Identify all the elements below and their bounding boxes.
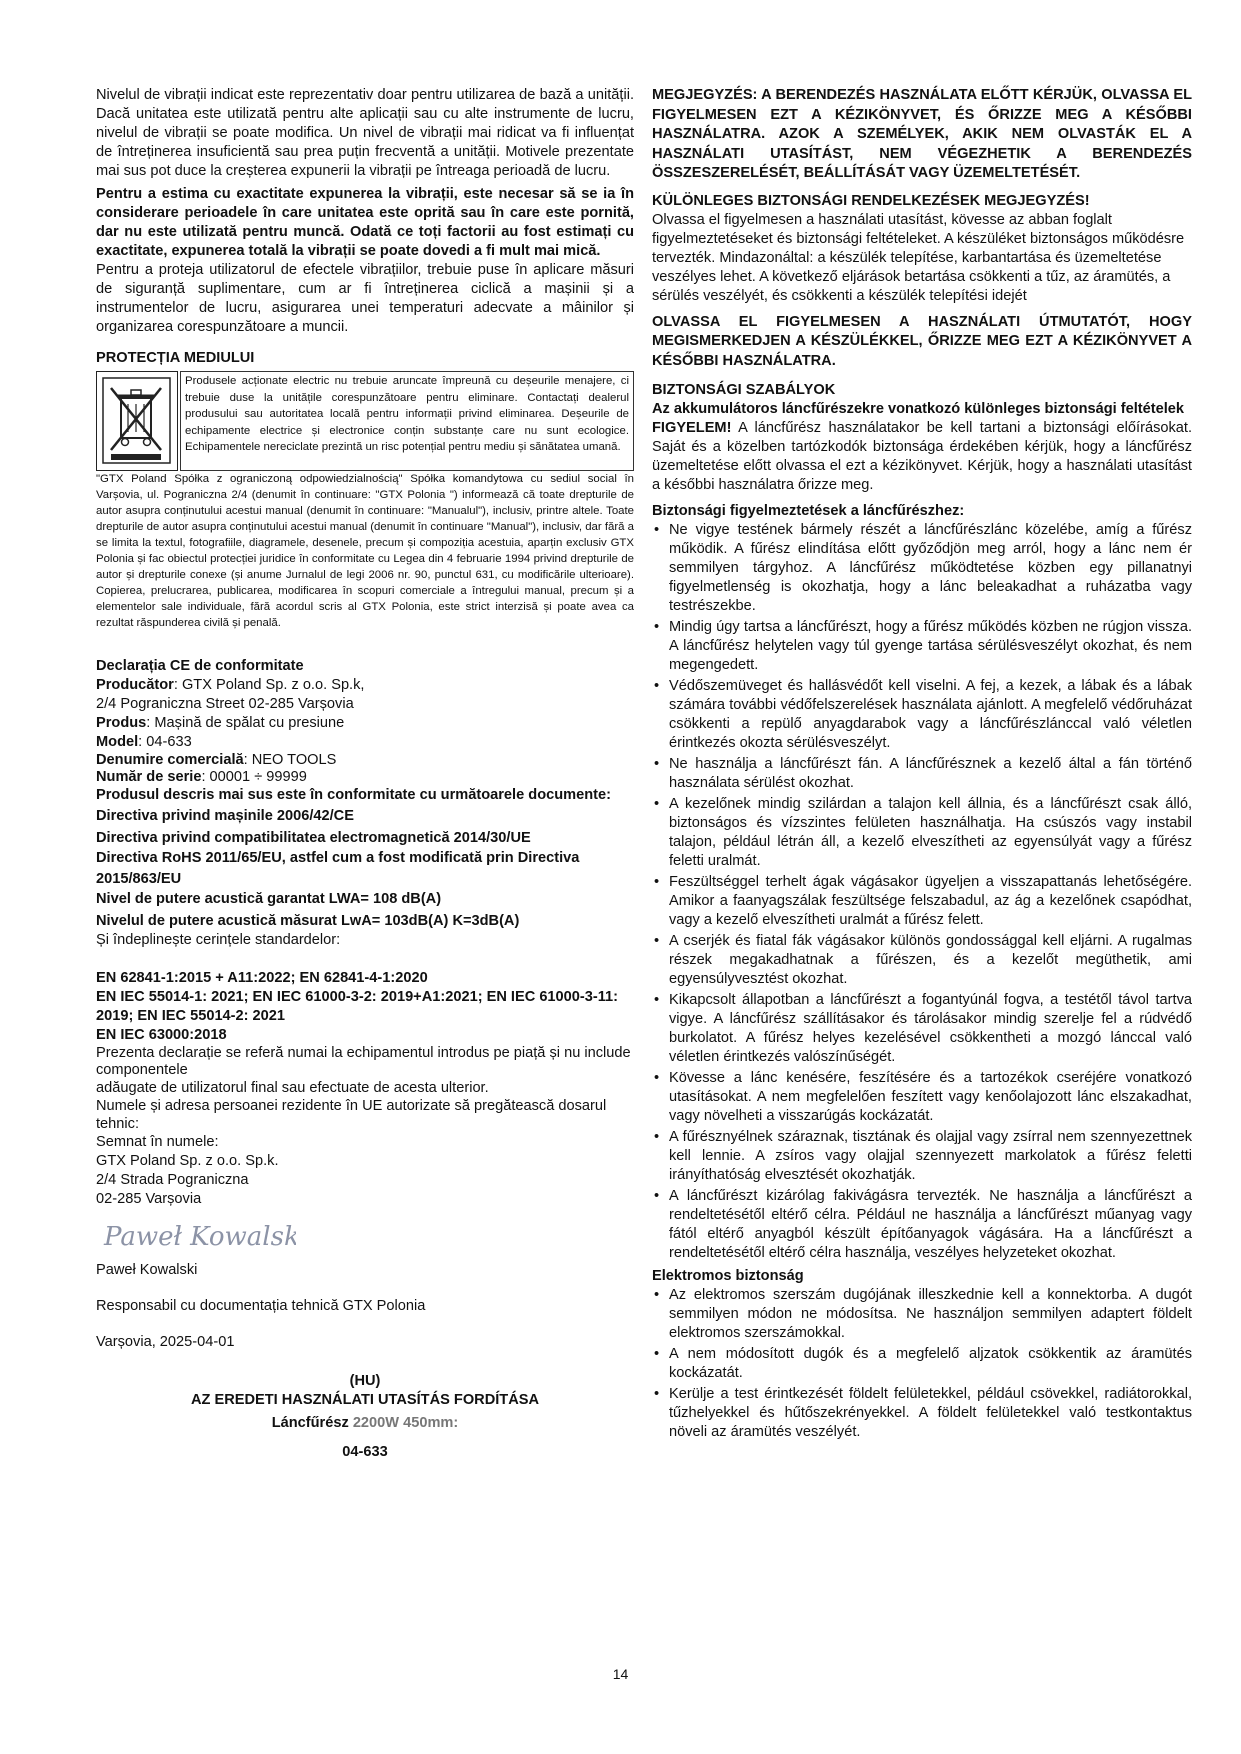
serial-number-label: Număr de serie: [96, 769, 202, 785]
scope-text-1: Prezenta declarație se referă numai la echipamentul introdus pe piață și nu include componentele: [96, 1045, 631, 1078]
list-item: • Ne használja a láncfűrészt fán. A láncfűrésznek a kezelő által a fán történő használata sérülést okozhat.: [652, 755, 1192, 793]
list-item: • A láncfűrészt kizárólag fakivágásra tervezték. Ne használja a láncfűrészt a rendeltetésétől eltérő célra. Például ne használja a láncfűrészt műanyag vagy fától eltérő anyagból készült építőanyagok vágására. Ha a láncfűrészt a rendeltetésétől eltérő célra használja, veszélyes helyzeteket okozhat.: [652, 1187, 1192, 1263]
producer-label: Producător: [96, 677, 174, 693]
copyright-notice: "GTX Poland Spółka z ograniczoną odpowiedzialnością" Spółka komandytowa cu sediul social în Varșovia, ul. Pograniczna 2/4 (denumit în continuare: "GTX Polonia ") informează că toate drepturile de autor asupra conținutului acestui manual (denumit în continuare: "Manualul"), inclusiv, printre altele. Toate drepturile de autor asupra conținutului acestui manual (denumit în continuare "Manual"), inclusiv, dar fără a se limita la textul, fotografiile, diagramele, desenele, precum și compoziția acestuia, aparțin exclusiv GTX Polonia și fac obiectul protecției juridice în conformitate cu Legea din 4 februarie 1994 privind drepturile de autor și drepturile conexe (și anume Jurnalul de legi 2006 nr. 90, punctul 631, cu modificările ulterioare). Copierea, prelucrarea, publicarea, modificarea în scopuri comerciale a întregului manual, precum și a elementelor sale individuale, fără acordul scris al GTX Polonia, este strict interzisă și poate avea ca rezultat răspunderea civilă și penală.: [96, 473, 634, 629]
list-item: • A fűrésznyélnek száraznak, tisztának és olajjal vagy zsírral nem szennyezettnek kell lennie. A zsíros vagy olajjal szennyezett markolatok a fűrész feletti irányíthatóság elvesztését okozhatják.: [652, 1128, 1192, 1185]
place-date: Varșovia, 2025-04-01: [96, 1334, 235, 1350]
vibration-paragraph-1: Nivelul de vibrații indicat este reprezentativ doar pentru utilizarea de bază a unității. Dacă unitatea este utilizată pentru alte aplicații sau cu alte instrumente de lucru, nivelul de vibrații se poate modifica. Un nivel de vibrații mai ridicat va fi influențat de întreținerea insuficientă sau prea puțin frecventă a unității. Motivele prezentate mai sus pot duce la creșterea expunerii la vibrații pe întreaga perioadă de lucru.: [96, 87, 634, 179]
special-safety-heading: KÜLÖNLEGES BIZTONSÁGI RENDELKEZÉSEK MEGJEGYZÉS!: [652, 192, 1090, 209]
scope-text-2: adăugate de utilizatorul final sau efectuate de acesta ulterior.: [96, 1080, 489, 1096]
language-code: (HU): [349, 1373, 381, 1389]
special-safety-text: Olvassa el figyelmesen a használati utasítást, kövesse az abban foglalt figyelmeztetéseket és biztonsági feltételeket. A készüléket biztonságos működésre tervezték. Mindazonáltal: a készülék telepítése, karbantartása és üzemeltetése veszélyes lehet. A következő eljárások betartása csökkenti a tűz, az áramütés, a sérülés veszélyét, és csökkenti a készülék telepítési idejét: [652, 211, 1185, 304]
directive-rohs: Directiva RoHS 2011/65/EU, astfel cum a fost modificată prin Directiva 2015/863/EU: [96, 850, 580, 887]
directive-emc: Directiva privind compatibilitatea electromagnetică 2014/30/UE: [96, 830, 531, 846]
model-value: : 04-633: [138, 734, 192, 750]
signed-on-behalf: Semnat în numele:: [96, 1134, 219, 1150]
product-value: : Mașină de spălat cu presiune: [146, 715, 345, 731]
standards-intro: Și îndeplinește cerințele standardelor:: [96, 932, 341, 948]
declaration-title: Declarația CE de conformitate: [96, 658, 304, 674]
environment-heading: PROTECȚIA MEDIULUI: [96, 350, 255, 366]
chainsaw-warnings-heading: Biztonsági figyelmeztetések a láncfűrészhez:: [652, 503, 965, 519]
producer-address: 2/4 Pograniczna Street 02-285 Varșovia: [96, 696, 354, 712]
attention-text: A láncfűrész használatakor be kell tartani a biztonsági előírásokat. Saját és a közelben tartózkodók biztonsága érdekében kérjük, hogy a láncfűrész üzemeltetése előtt olvassa el ezt a kézikönyvet. Kérjük, hogy a használati utasítást a későbbi használatra őrizze meg.: [652, 420, 1192, 493]
list-item: • Védőszemüveget és hallásvédőt kell viselni. A fej, a kezek, a lábak és a lábak számára további védőfelszerelések használata ajánlott. A megfelelő védőruházat csökkenti a repülő anyagdarabok vagy a láncfűrészlánccal való véletlen érintkezés okozta sérülésveszélyt.: [652, 677, 1192, 753]
right-column: [652, 86, 1192, 1444]
vibration-paragraph-2: Pentru a estima cu exactitate expunerea la vibrații, este necesar să se ia în considerare perioadele în care unitatea este oprită sau în care este pornită, dar nu este utilizată pentru muncă. Odată ce toți factorii au fost estimați cu exactitate, expunerea totală la vibrații se poate dovedi a fi mult mai mică.: [96, 186, 634, 259]
conformity-statement: Produsul descris mai sus este în conformitate cu următoarele documente:: [96, 787, 611, 803]
list-item: • Feszültséggel terhelt ágak vágásakor ügyeljen a visszapattanás lehetőségére. Amikor a faanyagszálak feszültsége felszabadul, az ág a kezelőnek csapódhat, vagy a kezelő elveszítheti uralmát a fűrész felett.: [652, 873, 1192, 930]
trade-name-label: Denumire comercială: [96, 752, 244, 768]
signature-script: Paweł Kowalski: [104, 1222, 296, 1252]
list-item: • A kezelőnek mindig szilárdan a talajon kell állnia, és a láncfűrészt csak álló, biztonságos és vízszintes felületen használhatja. Ha csúszós vagy instabil talajon, például létrán áll, a kezelő elveszítheti az egyensúlyát vagy a fűrész feletti uralmát.: [652, 795, 1192, 871]
page-number: 14: [612, 1666, 629, 1682]
ce-declaration: [96, 657, 634, 1462]
crossed-bin-icon: [96, 371, 178, 471]
usage-notice: MEGJEGYZÉS: A BERENDEZÉS HASZNÁLATA ELŐTT KÉRJÜK, OLVASSA EL FIGYELMESEN EZT A KÉZIKÖNYVET, ÉS ŐRIZZE MEG A KÉSŐBBI HASZNÁLATRA. AZOK A SZEMÉLYEK, AKIK NEM OLVASTÁK EL A HASZNÁLATI UTASÍTÁST, NEM VÉGEZHETIK A BERENDEZÉS ÖSSZESZERELÉSÉT, BEÁLLÍTÁSÁT VAGY ÜZEMELTETÉSÉT.: [652, 87, 1192, 181]
sound-power-guaranteed: Nivel de putere acustică garantat LWA= 108 dB(A): [96, 891, 442, 907]
standard-1: EN 62841-1:2015 + A11:2022; EN 62841-4-1:2020: [96, 970, 428, 986]
chainsaw-warnings-list: [652, 521, 1192, 1263]
list-item: • Mindig úgy tartsa a láncfűrészt, hogy a fűrész működés közben ne rúgjon vissza. A láncfűrész helytelen vagy túl gyenge tartása sérülésveszélyt okozhat, és nem megengedett.: [652, 618, 1192, 675]
read-manual-notice: OLVASSA EL FIGYELMESEN A HASZNÁLATI ÚTMUTATÓT, HOGY MEGISMERKEDJEN A KÉSZÜLÉKKEL, ŐRIZZE MEG EZT A KÉZIKÖNYVET A KÉSŐBBI HASZNÁLATRA.: [652, 313, 1192, 369]
attention-label: FIGYELEM!: [652, 420, 732, 436]
list-item: • A cserjék és fiatal fák vágásakor különös gondossággal kell eljárni. A rugalmas részek megakadhatnak a fűrészen, és a kezelőt megüthetik, ami egyensúlyvesztést okozhat.: [652, 932, 1192, 989]
product-code: 04-633: [342, 1444, 388, 1460]
product-name: Láncfűrész: [271, 1415, 349, 1431]
standard-2: EN IEC 55014-1: 2021; EN IEC 61000-3-2: 2019+A1:2021; EN IEC 61000-3-11: 2019; EN IEC 55014-2: 2021: [96, 989, 619, 1024]
left-column: [96, 86, 634, 1462]
electrical-safety-heading: Elektromos biztonság: [652, 1268, 804, 1284]
responsible-role: Responsabil cu documentația tehnică GTX Polonia: [96, 1298, 426, 1314]
signatory-city: 02-285 Varșovia: [96, 1191, 202, 1207]
list-item: • Kikapcsolt állapotban a láncfűrészt a fogantyúnál fogva, a testétől távol tartva vigye. A láncfűrész szállításakor és tárolásakor mindig szerelje fel a rúdvédő burkolatot. A fűrész helyes kezelésével csökkentheti a mozgó lánccal való véletlen érintkezés valószínűségét.: [652, 991, 1192, 1067]
signature: [96, 1209, 634, 1261]
signatory-street: 2/4 Strada Pograniczna: [96, 1172, 249, 1188]
trade-name-value: : NEO TOOLS: [243, 752, 337, 768]
vibration-paragraph-3: Pentru a proteja utilizatorul de efectele vibrațiilor, trebuie puse în aplicare măsuri de siguranță suplimentare, cum ar fi întreținerea ciclică a mașinii și a instrumentelor de lucru, asigurarea unei temperaturi adecvate a mâinilor și organizarea corespunzătoare a muncii.: [96, 262, 634, 335]
signatory-company: GTX Poland Sp. z o.o. Sp.k.: [96, 1153, 279, 1169]
weee-block: [96, 371, 634, 471]
product-label: Produs: [96, 715, 147, 731]
technical-file-text: Numele și adresa persoanei rezidente în UE autorizate să pregătească dosarul tehnic:: [96, 1098, 607, 1132]
safety-rules-heading: BIZTONSÁGI SZABÁLYOK: [652, 382, 836, 398]
sound-power-measured: Nivelul de putere acustică măsurat LwA= 103dB(A) K=3dB(A): [96, 913, 520, 929]
model-label: Model: [96, 734, 139, 750]
signer-name: Paweł Kowalski: [96, 1262, 198, 1278]
translation-title: AZ EREDETI HASZNÁLATI UTASÍTÁS FORDÍTÁSA: [190, 1392, 540, 1408]
weee-text: Produsele acționate electric nu trebuie aruncate împreună cu deșeurile menajere, ci trebuie duse la unitățile corespunzătoare pentru eliminare. Contactați dealerul produsului sau autoritatea locală pentru informații privind eliminarea. Deșeurile de echipamente electrice și electronice conțin substanțe care nu sunt ecologice. Echipamentele nereciclate prezintă un risc potențial pentru mediu și sănătatea umană.: [180, 371, 634, 471]
list-item: • Kövesse a lánc kenésére, feszítésére és a tartozékok cseréjére vonatkozó utasításokat. A nem megfelelően feszített vagy kenőolajozott lánc elszakadhat, vagy növelheti a visszarúgás kockázatát.: [652, 1069, 1192, 1126]
list-item: • Az elektromos szerszám dugójának illeszkednie kell a konnektorba. A dugót semmilyen módon ne módosítsa. Ne használjon semmilyen adaptert földelt elektromos szerszámokkal.: [652, 1286, 1192, 1343]
list-item: • A nem módosított dugók és a megfelelő aljzatok csökkentik az áramütés kockázatát.: [652, 1345, 1192, 1383]
directive-machinery: Directiva privind mașinile 2006/42/CE: [96, 808, 354, 824]
producer-value: : GTX Poland Sp. z o.o. Sp.k,: [173, 677, 365, 693]
serial-number-value: : 00001 ÷ 99999: [201, 769, 307, 785]
electrical-safety-list: [652, 1286, 1192, 1442]
chainsaw-conditions-heading: Az akkumulátoros láncfűrészekre vonatkozó különleges biztonsági feltételek: [652, 401, 1185, 417]
standard-3: EN IEC 63000:2018: [96, 1027, 227, 1043]
list-item: • Ne vigye testének bármely részét a láncfűrészlánc közelébe, amíg a fűrész működik. A fűrész elindítása előtt győződjön meg arról, hogy a lánc nem ér semmilyen tárgyhoz. A láncfűrész működtetése közben egy pillanatnyi figyelmetlenség is okozhatja, hogy a lánc beleakadhat a ruházatba vagy testrészekbe.: [652, 521, 1192, 616]
product-spec: 2200W 450mm:: [352, 1415, 459, 1431]
list-item: • Kerülje a test érintkezését földelt felületekkel, például csövekkel, radiátorokkal, tűzhelyekkel és hűtőszekrényekkel. A földelt felületekkel való testkontaktus növeli az áramütés veszélyét.: [652, 1385, 1192, 1442]
